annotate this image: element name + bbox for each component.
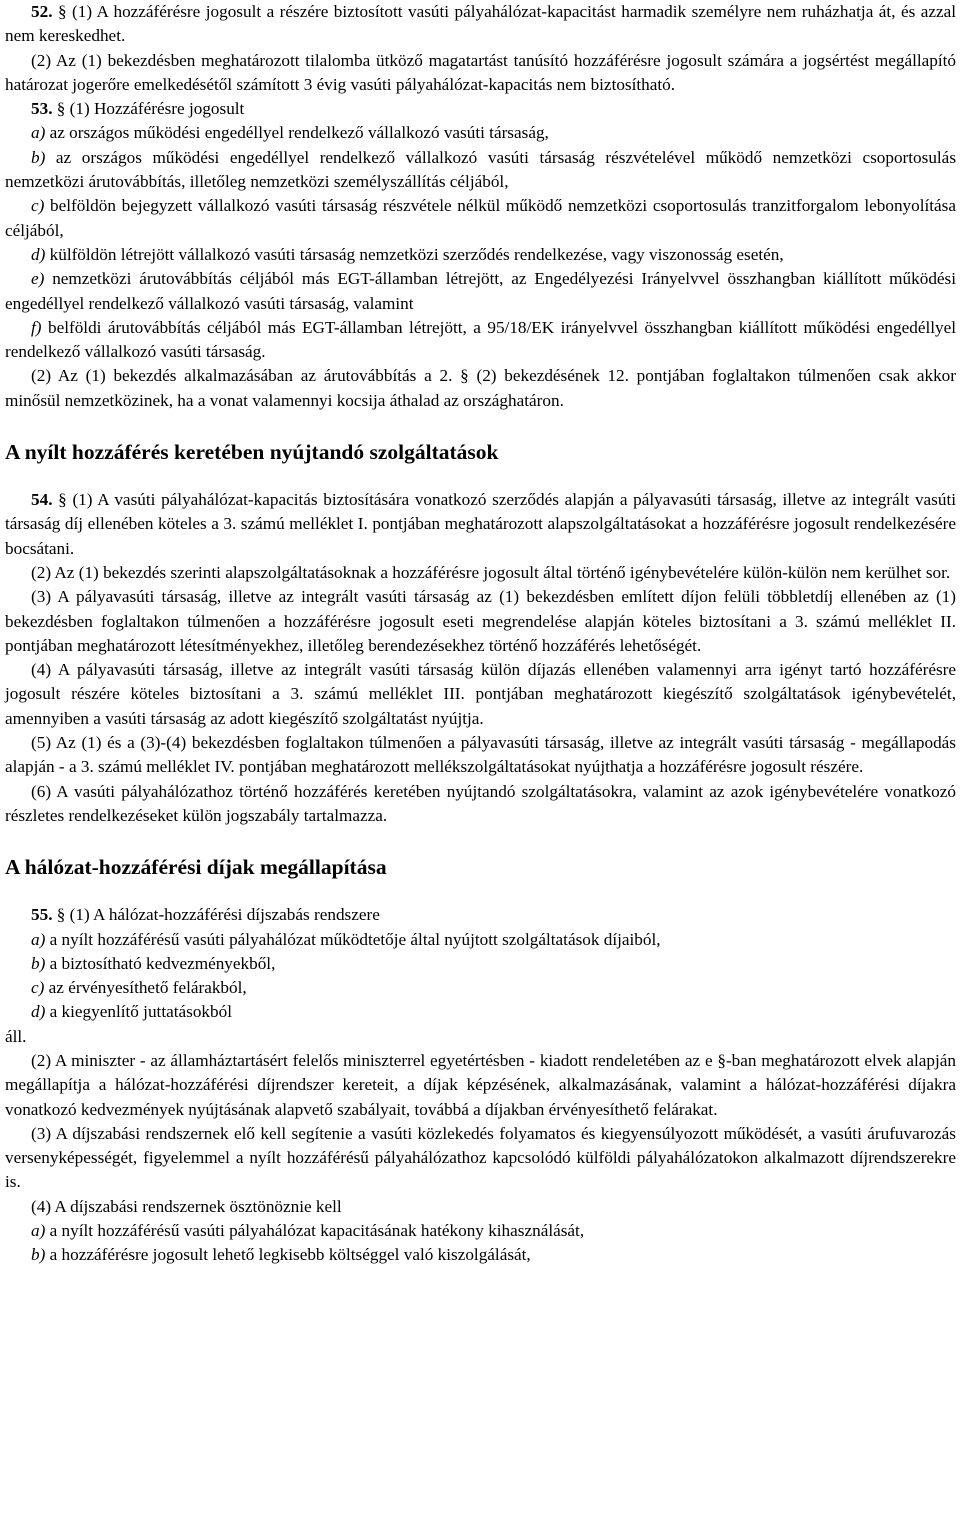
list-marker: b) [31, 1245, 46, 1265]
list-item-55-4a [5, 1219, 956, 1243]
list-text: külföldön létrejött vállalkozó vasúti társaság nemzetközi szerződés rendelkezése, vagy viszonosság esetén, [49, 244, 784, 264]
list-marker: a) [31, 929, 46, 949]
list-marker: b) [31, 147, 46, 167]
list-text: a nyílt hozzáférésű vasúti pályahálózat működtetője által nyújtott szolgáltatások díjaiból, [49, 929, 661, 949]
list-text: az országos működési engedéllyel rendelkező vállalkozó vasúti társaság részvételével működő nemzetközi csoportosulás nemzetközi árutovábbítás, illetőleg nemzetközi személyszállítás céljából, [5, 147, 957, 192]
section-54-para-3: (3) A pályavasúti társaság, illetve az integrált vasúti társaság az (1) bekezdésben említett díjon felüli többletdíj ellenében az (1) bekezdésben foglaltakon túlmenően a hozzáférésre jogosult eseti megrendelése alapján köteles biztosítani a 3. számú melléklet II. pontjában meghatározott létesítményekhez, illetőleg berendezésekhez történő hozzáférés lehetőségét. [5, 587, 956, 655]
section-54-para-1 [5, 488, 956, 561]
list-marker: a) [31, 123, 46, 143]
section-text: § (1) A hozzáférésre jogosult a részére biztosított vasúti pályahálózat-kapacitást harmadik személyre nem ruházhatja át, és azzal nem kereskedhet. [5, 2, 957, 46]
section-55-para-4: (4) A díjszabási rendszernek ösztönöznie kell [31, 1196, 342, 1216]
section-54-para-4: (4) A pályavasúti társaság, illetve az integrált vasúti társaság külön díjazás ellenében valamennyi arra igényt tartó hozzáférésre jogosult részére köteles biztosítani a 3. számú melléklet III. pontjában meghatározott kiegészítő szolgáltatások igénybevételét, amennyiben a vasúti társaság az adott kiegészítő szolgáltatást nyújtja. [5, 660, 956, 728]
section-54-para-5: (5) Az (1) és a (3)-(4) bekezdésben foglaltakon túlmenően a pályavasúti társaság, illetve az integrált vasúti társaság - megállapodás alapján - a 3. számú melléklet IV. pontjában meghatározott mellékszolgáltatásokat nyújthatja a hozzáférésre jogosult részére. [5, 733, 956, 777]
list-item-53e [5, 267, 956, 316]
list-text: nemzetközi árutovábbítás céljából más EGT-államban létrejött, az Engedélyezési Irányelvvel összhangban kiállított működési engedéllyel rendelkező vállalkozó vasúti társaság, valamint [5, 269, 957, 313]
section-text: § (1) A vasúti pályahálózat-kapacitás biztosítására vonatkozó szerződés alapján a pályavasúti társaság, illetve az integrált vasúti társaság díj ellenében köteles a 3. számú melléklet I. pontjában meghatározott alapszolgáltatásokat a hozzáférésre jogosult rendelkezésére bocsátani. [5, 490, 957, 558]
list-item-53a [5, 121, 956, 145]
section-heading: A nyílt hozzáférés keretében nyújtandó szolgáltatások [5, 440, 499, 465]
list-marker: d) [31, 244, 46, 264]
list-text: belföldi árutovábbítás céljából más EGT-államban létrejött, a 95/18/EK irányelvvel összhangban kiállított működési engedéllyel rendelkező vállalkozó vasúti társaság. [5, 317, 957, 362]
list-marker: a) [31, 1221, 46, 1241]
list-item-55a [5, 928, 956, 952]
list-item-53b [5, 146, 956, 195]
section-53-para-1 [5, 97, 956, 121]
list-text: az országos működési engedéllyel rendelkező vállalkozó vasúti társaság, [49, 123, 549, 143]
list-marker: e) [31, 269, 45, 289]
list-item-53c [5, 194, 956, 243]
section-55-para-2: (2) A miniszter - az államháztartásért felelős miniszterrel egyetértésben - kiadott rendeletében az e §-ban meghatározott elvek alapján megállapítja a hálózat-hozzáférési díjrendszer kereteit, a díjak képzésének, alkalmazásának, valamint a hálózat-hozzáférési díjakra vonatkozó kedvezmények nyújtásának alapvető szabályait, továbbá a díjakban érvényesíthető felárakat. [5, 1050, 956, 1119]
spacer [5, 465, 956, 488]
list-marker: c) [31, 196, 45, 216]
list-item-55b [5, 952, 956, 976]
section-52-para-1 [5, 0, 956, 49]
spacer [5, 413, 956, 439]
section-number: 53. [31, 99, 53, 119]
section-52-para-2: (2) Az (1) bekezdésben meghatározott tilalomba ütköző magatartást tanúsító hozzáférésre jogosult számára a jogsértést megállapító határozat jogerőre emelkedésétől számított 3 évig vasúti pályahálózat-kapacitás nem biztosítható. [5, 50, 956, 94]
section-54-para-2: (2) Az (1) bekezdés szerinti alapszolgáltatásoknak a hozzáférésre jogosult által történő igénybevételére külön-külön nem kerülhet sor. [31, 562, 951, 582]
list-text: a hozzáférésre jogosult lehető legkisebb költséggel való kiszolgálását, [49, 1245, 531, 1265]
list-item-55c [5, 976, 956, 1000]
section-number: 52. [31, 2, 53, 21]
section-55-para-3: (3) A díjszabási rendszernek elő kell segítenie a vasúti közlekedés folyamatos és kiegyensúlyozott működését, a vasúti árufuvarozás versenyképességét, figyelemmel a nyílt hozzáférésű pályahálózathoz kapcsolódó külföldi pályahálózatokon alkalmazott díjrendszerekre is. [5, 1123, 956, 1192]
section-heading: A hálózat-hozzáférési díjak megállapítása [5, 855, 387, 880]
section-55-all: áll. [5, 1026, 27, 1046]
list-item-55-4b [5, 1243, 956, 1267]
list-text: az érvényesíthető felárakból, [48, 978, 247, 998]
list-marker: c) [31, 978, 45, 998]
list-marker: d) [31, 1002, 46, 1022]
list-text: belföldön bejegyzett vállalkozó vasúti társaság részvétele nélkül működő nemzetközi csoportosulás tranzitforgalom lebonyolítása céljából, [5, 196, 956, 240]
list-text: a nyílt hozzáférésű vasúti pályahálózat kapacitásának hatékony kihasználását, [49, 1221, 585, 1241]
list-text: a kiegyenlítő juttatásokból [49, 1002, 232, 1022]
list-marker: b) [31, 953, 46, 973]
list-item-55d [5, 1000, 956, 1024]
list-item-53d [5, 243, 956, 267]
list-text: a biztosítható kedvezményekből, [49, 953, 276, 973]
section-53-para-2: (2) Az (1) bekezdés alkalmazásában az árutovábbítás a 2. § (2) bekezdésének 12. pontjában foglaltakon túlmenően csak akkor minősül nemzetközinek, ha a vonat valamennyi kocsija áthalad az országhatáron. [5, 366, 956, 410]
section-number: 54. [31, 490, 53, 510]
section-54-para-6: (6) A vasúti pályahálózathoz történő hozzáférés keretében nyújtandó szolgáltatásokra, valamint az azok igénybevételére vonatkozó részletes rendelkezéseket külön jogszabály tartalmazza. [5, 781, 956, 825]
list-item-53f [5, 316, 956, 365]
section-55-para-1 [5, 903, 956, 927]
spacer [5, 828, 956, 854]
section-number: 55. [31, 905, 53, 925]
section-text: § (1) Hozzáférésre jogosult [56, 99, 245, 119]
list-marker: f) [31, 317, 42, 337]
spacer [5, 880, 956, 903]
section-text: § (1) A hálózat-hozzáférési díjszabás rendszere [56, 905, 380, 925]
